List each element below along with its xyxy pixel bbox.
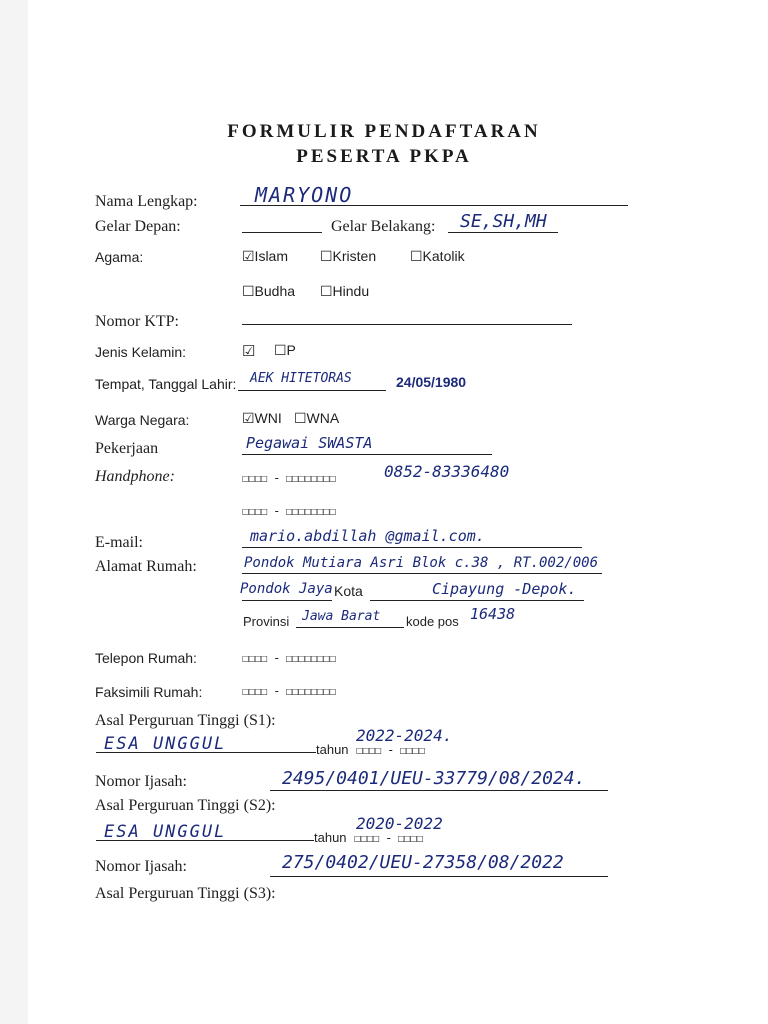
s1-tahun-value[interactable]: 2022-2024. xyxy=(356,726,453,745)
gelar-depan-line xyxy=(242,232,322,233)
s1-tahun-label: tahun xyxy=(316,742,349,757)
email-value[interactable]: mario.abdillah @gmail.com. xyxy=(250,527,485,545)
pekerjaan-line xyxy=(242,454,492,455)
kota-value[interactable]: Cipayung -Depok. xyxy=(432,580,577,598)
kodepos-value[interactable]: 16438 xyxy=(470,605,516,623)
ttl-label: Tempat, Tanggal Lahir: xyxy=(95,376,237,392)
s1-value[interactable]: ESA UNGGUL xyxy=(104,734,227,754)
s2-tahun-boxes[interactable]: ☐☐☐☐ - ☐☐☐☐ xyxy=(354,831,423,845)
provinsi-value[interactable]: Jawa Barat xyxy=(302,609,381,624)
ijazah2-line xyxy=(270,876,608,877)
s1-label: Asal Perguruan Tinggi (S1): xyxy=(95,712,276,729)
telepon-rumah-boxes[interactable]: ☐☐☐☐ - ☐☐☐☐☐☐☐☐ xyxy=(242,651,336,665)
gelar-belakang-label: Gelar Belakang: xyxy=(331,218,436,235)
agama-option-katolik[interactable]: ☐Katolik xyxy=(410,248,465,264)
alamat-line-1 xyxy=(242,573,602,574)
ijazah1-label: Nomor Ijasah: xyxy=(95,773,187,790)
alamat-value-line1[interactable]: Pondok Mutiara Asri Blok c.38 , RT.002/006 xyxy=(244,555,599,571)
telepon-rumah-label: Telepon Rumah: xyxy=(95,650,197,666)
s2-label: Asal Perguruan Tinggi (S2): xyxy=(95,797,276,814)
jenis-kelamin-option-l[interactable]: ☑ xyxy=(242,343,256,360)
jenis-kelamin-label: Jenis Kelamin: xyxy=(95,344,187,360)
ttl-place-value[interactable]: AEK HITETORAS xyxy=(250,371,352,386)
handphone-value[interactable]: 0852-83336480 xyxy=(384,462,510,481)
alamat-value-line2[interactable]: Pondok Jaya xyxy=(240,581,333,597)
kodepos-label: kode pos xyxy=(406,614,459,629)
kota-line xyxy=(370,600,584,601)
provinsi-line xyxy=(296,627,404,628)
kota-label: Kota xyxy=(334,583,363,599)
faksimili-rumah-label: Faksimili Rumah: xyxy=(95,684,203,700)
faksimili-rumah-boxes[interactable]: ☐☐☐☐ - ☐☐☐☐☐☐☐☐ xyxy=(242,684,336,698)
warga-negara-label: Warga Negara: xyxy=(95,412,190,428)
handphone-boxes-2[interactable]: ☐☐☐☐ - ☐☐☐☐☐☐☐☐ xyxy=(242,504,336,518)
agama-label: Agama: xyxy=(95,249,144,265)
ijazah1-value[interactable]: 2495/0401/UEU-33779/08/2024. xyxy=(282,768,586,789)
email-label: E-mail: xyxy=(95,534,143,551)
s2-tahun-value[interactable]: 2020-2022 xyxy=(356,814,443,833)
ttl-date-value[interactable]: 24/05/1980 xyxy=(396,374,467,390)
alamat-label: Alamat Rumah: xyxy=(95,558,197,575)
ijazah2-label: Nomor Ijasah: xyxy=(95,858,187,875)
email-line xyxy=(242,547,582,548)
nama-lengkap-value[interactable]: MARYONO xyxy=(255,183,354,207)
handphone-boxes-1[interactable]: ☐☐☐☐ - ☐☐☐☐☐☐☐☐ xyxy=(242,471,336,485)
nomor-ktp-label: Nomor KTP: xyxy=(95,313,179,330)
ijazah2-value[interactable]: 275/0402/UEU-27358/08/2022 xyxy=(282,852,564,873)
agama-option-islam[interactable]: ☑Islam xyxy=(242,248,288,264)
form-title-line1: FORMULIR PENDAFTARAN xyxy=(227,121,541,142)
agama-option-kristen[interactable]: ☐Kristen xyxy=(320,248,377,264)
nomor-ktp-line[interactable] xyxy=(242,324,572,325)
warga-negara-option-wna[interactable]: ☐WNA xyxy=(294,410,340,426)
agama-option-budha[interactable]: ☐Budha xyxy=(242,283,296,299)
provinsi-label: Provinsi xyxy=(243,614,290,629)
warga-negara-option-wni[interactable]: ☑WNI xyxy=(242,410,282,426)
gelar-belakang-value[interactable]: SE,SH,MH xyxy=(460,211,547,232)
s3-label: Asal Perguruan Tinggi (S3): xyxy=(95,885,276,902)
jenis-kelamin-option-p[interactable]: ☐P xyxy=(274,342,296,358)
handphone-label: Handphone: xyxy=(95,468,175,485)
gelar-depan-label: Gelar Depan: xyxy=(95,218,181,235)
s2-tahun-label: tahun xyxy=(314,830,347,845)
nama-lengkap-label: Nama Lengkap: xyxy=(95,193,198,210)
s2-value[interactable]: ESA UNGGUL xyxy=(104,822,227,842)
ttl-place-line xyxy=(238,390,386,391)
alamat-line-2 xyxy=(242,600,332,601)
s1-tahun-boxes[interactable]: ☐☐☐☐ - ☐☐☐☐ xyxy=(356,743,425,757)
pekerjaan-value[interactable]: Pegawai SWASTA xyxy=(246,434,373,452)
agama-option-hindu[interactable]: ☐Hindu xyxy=(320,283,370,299)
ijazah1-line xyxy=(270,790,608,791)
pekerjaan-label: Pekerjaan xyxy=(95,440,159,457)
form-title-line2: PESERTA PKPA xyxy=(296,146,472,167)
gelar-belakang-line xyxy=(448,232,558,233)
